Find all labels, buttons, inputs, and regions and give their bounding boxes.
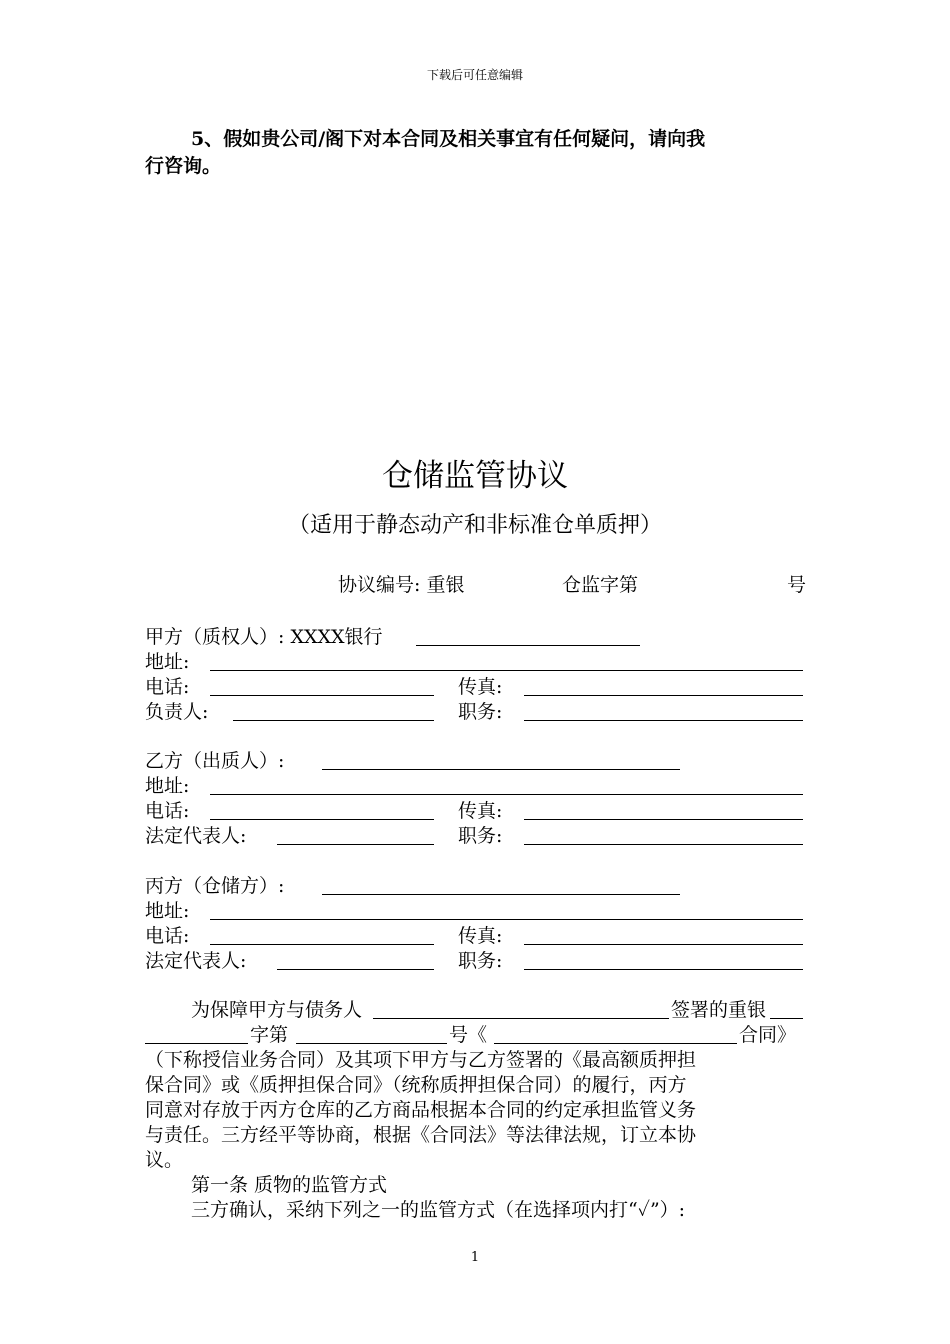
- preamble-line-1b: 签署的重银: [671, 999, 767, 1021]
- party-c-label: 丙方（仓储方）:: [145, 875, 285, 897]
- preamble-line-6: 与责任。三方经平等协商，根据《合同法》等法律法规，订立本协: [145, 1124, 697, 1146]
- party-a-position-label: 职务:: [458, 701, 503, 723]
- party-c-rep-line[interactable]: [277, 969, 434, 970]
- document-subtitle: （适用于静态动产和非标准仓单质押）: [287, 513, 662, 538]
- party-a-fax-line[interactable]: [524, 695, 803, 696]
- intro-line-1: 5、假如贵公司/阁下对本合同及相关事宜有任何疑问，请向我: [191, 128, 706, 150]
- party-b-address-line[interactable]: [210, 794, 803, 795]
- party-c-address-line[interactable]: [210, 919, 803, 920]
- preamble-line-2c: 合同》: [739, 1024, 797, 1046]
- party-b-fax-label: 传真:: [458, 800, 503, 822]
- party-a-address-label: 地址:: [145, 651, 190, 673]
- party-a-position-line[interactable]: [524, 720, 803, 721]
- contract-name-line[interactable]: [494, 1043, 737, 1044]
- contract-prefix-line-2[interactable]: [145, 1043, 248, 1044]
- party-c-phone-label: 电话:: [145, 925, 190, 947]
- article-1-heading: 第一条 质物的监管方式: [191, 1174, 388, 1196]
- party-b-rep-line[interactable]: [277, 844, 434, 845]
- party-c-rep-label: 法定代表人:: [145, 950, 247, 972]
- party-a-label: 甲方（质权人）: XXXX银行: [145, 626, 383, 648]
- debtor-line[interactable]: [373, 1018, 669, 1019]
- party-a-head-line[interactable]: [233, 720, 434, 721]
- agreement-no-suffix: 号: [787, 574, 807, 596]
- party-a-name-line[interactable]: [416, 645, 640, 646]
- agreement-no-label: 协议编号: 重银: [338, 574, 465, 596]
- party-b-rep-label: 法定代表人:: [145, 825, 247, 847]
- party-b-phone-label: 电话:: [145, 800, 190, 822]
- party-c-fax-label: 传真:: [458, 925, 503, 947]
- party-b-name-line[interactable]: [322, 769, 680, 770]
- party-a-head-label: 负责人:: [145, 701, 209, 723]
- party-a-phone-label: 电话:: [145, 676, 190, 698]
- article-1-text: 三方确认，采纳下列之一的监管方式（在选择项内打“✓”）:: [191, 1199, 686, 1221]
- party-c-position-line[interactable]: [524, 969, 803, 970]
- party-b-label: 乙方（出质人）:: [145, 750, 285, 772]
- agreement-no-middle: 仓监字第: [562, 574, 639, 596]
- preamble-body: [145, 1048, 805, 1223]
- preamble-line-2b: 号《: [449, 1024, 488, 1046]
- header-note: 下载后可任意编辑: [426, 68, 523, 82]
- party-b-fax-line[interactable]: [524, 819, 803, 820]
- party-c-phone-line[interactable]: [210, 944, 434, 945]
- party-b-position-line[interactable]: [524, 844, 803, 845]
- party-b-phone-line[interactable]: [210, 819, 434, 820]
- party-c-name-line[interactable]: [322, 894, 680, 895]
- party-c-address-label: 地址:: [145, 900, 190, 922]
- party-a-address-line[interactable]: [210, 670, 803, 671]
- intro-line-2: 行咨询。: [145, 155, 222, 177]
- preamble-line-7: 议。: [145, 1149, 184, 1171]
- contract-prefix-line[interactable]: [770, 1018, 803, 1019]
- contract-number-line[interactable]: [296, 1043, 447, 1044]
- preamble-line-5: 同意对存放于丙方仓库的乙方商品根据本合同的约定承担监管义务: [145, 1099, 697, 1121]
- preamble-line-1a: 为保障甲方与债务人: [191, 999, 363, 1021]
- preamble-line-2a: 字第: [250, 1024, 289, 1046]
- party-c-position-label: 职务:: [458, 950, 503, 972]
- preamble-line-3: （下称授信业务合同）及其项下甲方与乙方签署的《最高额质押担: [145, 1049, 697, 1071]
- party-c-fax-line[interactable]: [524, 944, 803, 945]
- party-a-fax-label: 传真:: [458, 676, 503, 698]
- intro-paragraph: [145, 126, 805, 180]
- party-b-address-label: 地址:: [145, 775, 190, 797]
- party-a-phone-line[interactable]: [210, 695, 434, 696]
- document-title: 仓储监管协议: [382, 458, 568, 494]
- page-number: 1: [470, 1250, 480, 1265]
- preamble-line-4: 保合同》或《质押担保合同》（统称质押担保合同）的履行，丙方: [145, 1074, 687, 1096]
- party-b-position-label: 职务:: [458, 825, 503, 847]
